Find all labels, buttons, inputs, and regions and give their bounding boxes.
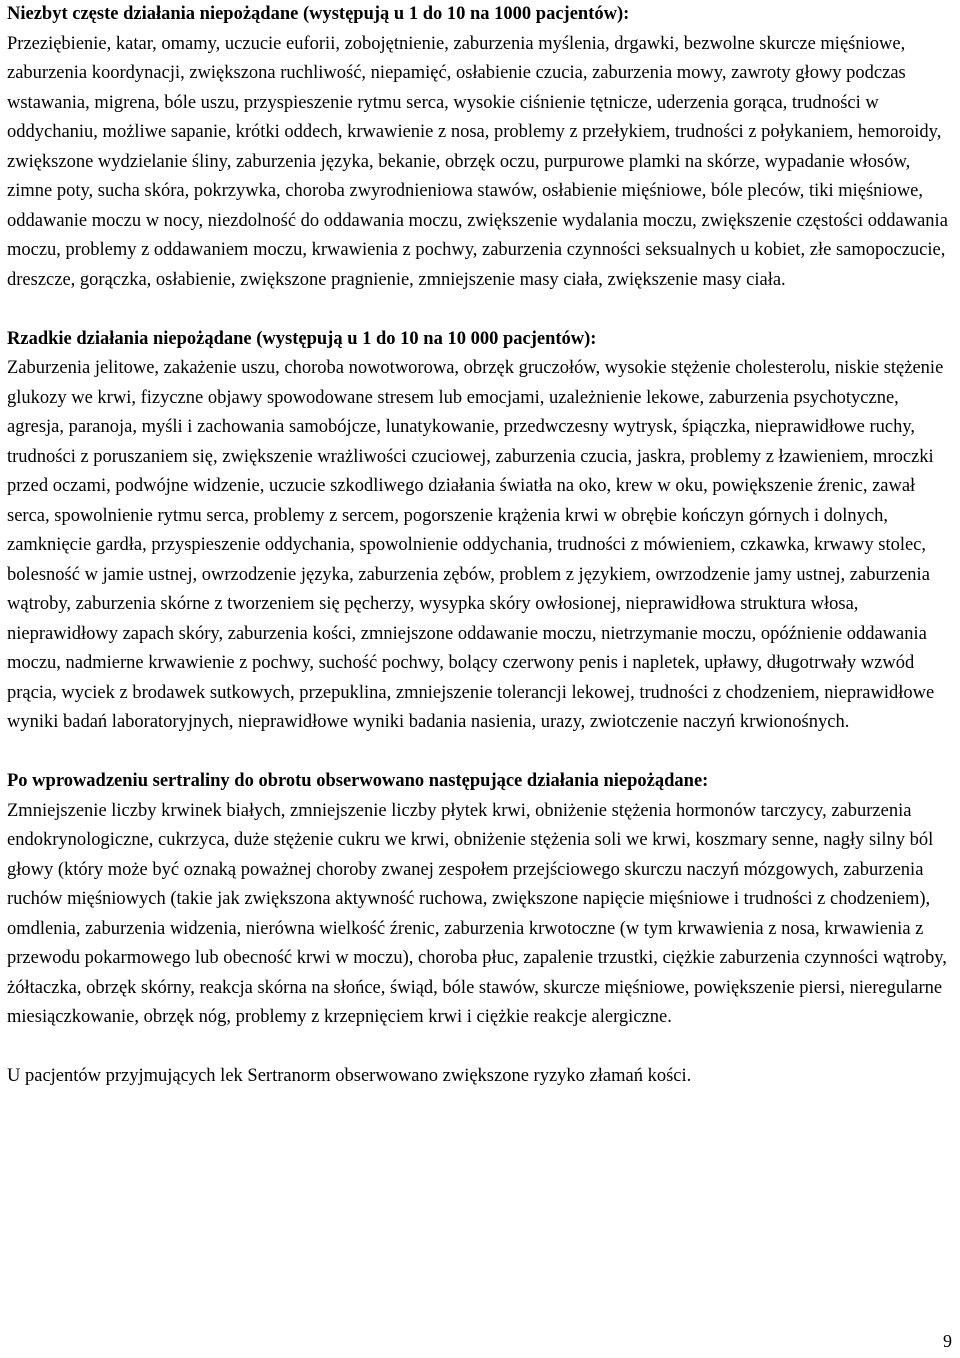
closing-note: U pacjentów przyjmujących lek Sertranorm obserwowano zwiększone ryzyko złamań kości. [7,1066,692,1086]
section-paragraph: Przeziębienie, katar, omamy, uczucie euforii, zobojętnienie, zaburzenia myślenia, drgawki, bezwolne skurcze mięśniowe, zaburzenia koordynacji, zwiększona ruchliwość, niepamięć, osłabienie czucia, zaburzenia mowy, zawroty głowy podczas wstawania, migrena, bóle uszu, przyspieszenie rytmu serca, wysokie ciśnienie tętnicze, uderzenia gorąca, trudności w oddychaniu, możliwe sapanie, krótki oddech, krwawienie z nosa, problemy z przełykiem, trudności z połykaniem, hemoroidy, zwiększone wydzielanie śliny, zaburzenia języka, bekanie, obrzęk oczu, purpurowe plamki na skórze, wypadanie włosów, zimne poty, sucha skóra, pokrzywka, choroba zwyrodnieniowa stawów, osłabienie mięśniowe, bóle pleców, tiki mięśniowe, oddawanie moczu w nocy, niezdolność do oddawania moczu, zwiększenie wydalania moczu, zwiększenie częstości oddawania moczu, problemy z oddawaniem moczu, krwawienia z pochwy, zaburzenia czynności seksualnych u kobiet, złe samopoczucie, dreszcze, gorączka, osłabienie, zwiększone pragnienie, zmniejszenie masy ciała, zwiększenie masy ciała. [7,33,948,290]
section-paragraph: Zaburzenia jelitowe, zakażenie uszu, choroba nowotworowa, obrzęk gruczołów, wysokie stężenie cholesterolu, niskie stężenie glukozy we krwi, fizyczne objawy spowodowane stresem lub emocjami, uzależnienie lekowe, zaburzenia psychotyczne, agresja, paranoja, myśli i zachowania samobójcze, lunatykowanie, przedwczesny wytrysk, śpiączka, nieprawidłowe ruchy, trudności z poruszaniem się, zwiększenie wrażliwości czuciowej, zaburzenia czucia, jaskra, problemy z łzawieniem, mroczki przed oczami, podwójne widzenie, uczucie szkodliwego działania światła na oko, krew w oku, powiększenie źrenic, zawał serca, spowolnienie rytmu serca, problemy z sercem, pogorszenie krążenia krwi w obrębie kończyn górnych i dolnych, zamknięcie gardła, przyspieszenie oddychania, spowolnienie oddychania, trudności z mówieniem, czkawka, krwawy stolec, bolesność w jamie ustnej, owrzodzenie języka, zaburzenia zębów, problem z językiem, owrzodzenie jamy ustnej, zaburzenia wątroby, zaburzenia skórne z tworzeniem się pęcherzy, wysypka skóry owłosionej, nieprawidłowa struktura włosa, nieprawidłowy zapach skóry, zaburzenia kości, zmniejszone oddawanie moczu, nietrzymanie moczu, opóźnienie oddawania moczu, nadmierne krwawienie z pochwy, suchość pochwy, bolący czerwony penis i napletek, upławy, długotrwały wzwód prącia, wyciek z brodawek sutkowych, przepuklina, zmniejszenie tolerancji lekowej, trudności z chodzeniem, nieprawidłowe wyniki badań laboratoryjnych, nieprawidłowe wyniki badania nasienia, urazy, zwiotczenie naczyń krwionośnych. [7,358,944,732]
section-post-marketing-side-effects [7,767,957,1033]
section-heading: Rzadkie działania niepożądane (występują u 1 do 10 na 10 000 pacjentów): [7,328,597,349]
page-number: 9 [943,1331,952,1351]
paragraph-spacer [7,295,957,325]
section-heading: Po wprowadzeniu sertraliny do obrotu obserwowano następujące działania niepożądane: [7,771,709,791]
section-rare-side-effects [7,325,957,738]
paragraph-spacer [7,1033,957,1063]
section-paragraph: Zmniejszenie liczby krwinek białych, zmniejszenie liczby płytek krwi, obniżenie stężenia hormonów tarczycy, zaburzenia endokrynologiczne, cukrzyca, duże stężenie cukru we krwi, obniżenie stężenia soli we krwi, koszmary senne, nagły silny ból głowy (który może być oznaką poważnej choroby zwanej zespołem przejściowego skurczu naczyń mózgowych, zaburzenia ruchów mięśniowych (takie jak zwiększona aktywność ruchowa, zwiększone napięcie mięśniowe i trudności z chodzeniem), omdlenia, zaburzenia widzenia, nierówna wielkość źrenic, zaburzenia krwotoczne (w tym krwawienia z nosa, krwawienia z przewodu pokarmowego lub obecność krwi w moczu), choroba płuc, zapalenie trzustki, ciężkie zaburzenia czynności wątroby, żółtaczka, obrzęk skórny, reakcja skórna na słońce, świąd, bóle stawów, skurcze mięśniowe, powiększenie piersi, nieregularne miesiączkowanie, obrzęk nóg, problemy z krzepnięciem krwi i ciężkie reakcje alergiczne. [7,800,947,1027]
document-body [7,0,957,1092]
section-heading: Niezbyt częste działania niepożądane (występują u 1 do 10 na 1000 pacjentów): [7,4,630,24]
section-uncommon-side-effects [7,0,957,295]
paragraph-spacer [7,738,957,768]
